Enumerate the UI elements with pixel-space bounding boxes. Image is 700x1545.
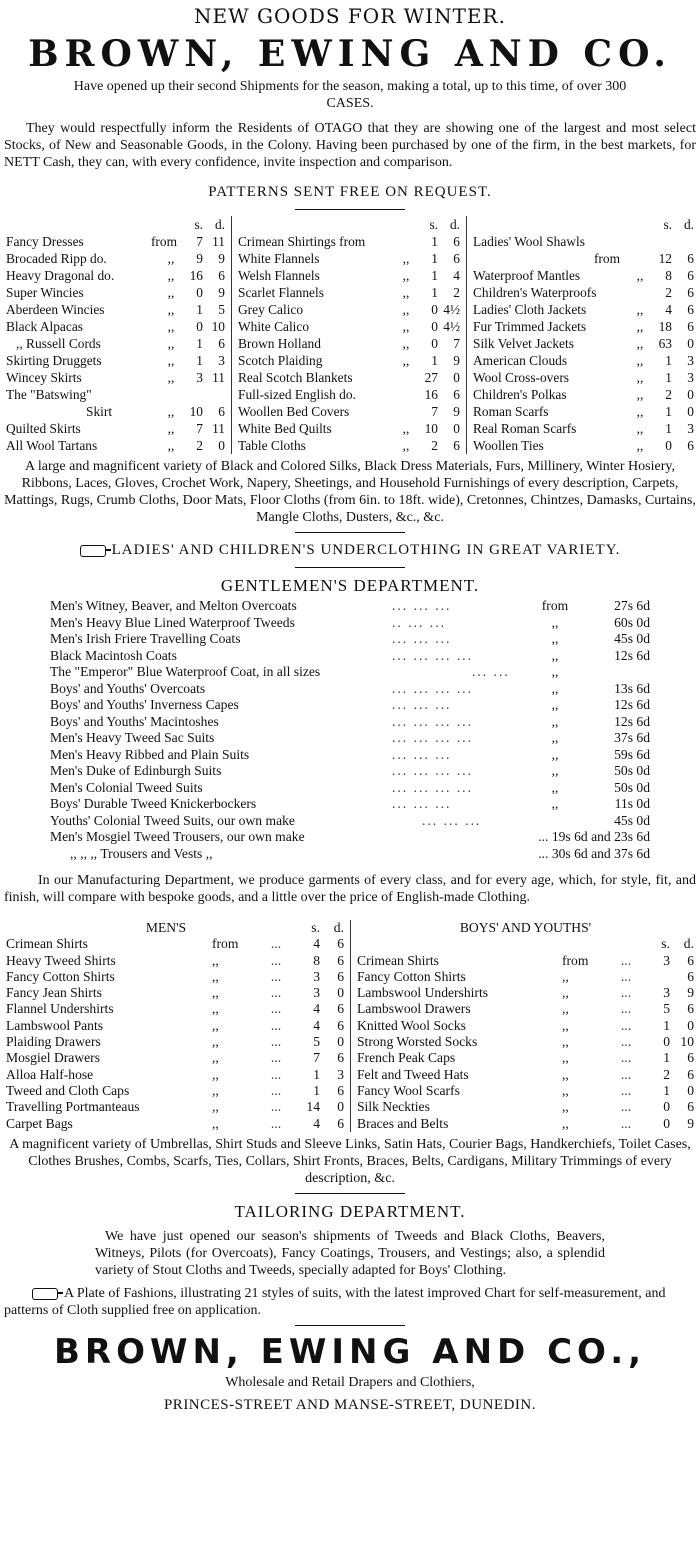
variety-paragraph-1: A large and magnificent variety of Black and Colored Silks, Black Dress Materials, Furs, Millinery, Winter Hosiery, Ribbons, Laces, Gloves, Crochet Work, Napery, Sheetings, and Household Furnishings of every description, Carpets, Mattings, Rugs, Crumb Cloths, Door Mats, Floor Cloths (from 6in. to 18ft. wide), Cretonnes, Chintzes, Damasks, Curtains, Mangle Cloths, Dusters, &c., &c. — [4, 459, 696, 525]
gents-row: Men's Heavy Tweed Sac Suits ... ... ... ... ,, 37s 6d — [50, 730, 650, 745]
price-row: Heavy Dragonal do. ,, 16 6 — [6, 268, 225, 283]
pointing-hand-icon — [80, 545, 106, 557]
price-row: Ladies' Cloth Jackets ,, 4 6 — [473, 302, 694, 317]
mens-row: Plaiding Drawers ,, ... 5 0 — [6, 1034, 344, 1050]
price-row: Brown Holland ,, 0 7 — [238, 336, 460, 351]
price-row: Full-sized English do. 16 6 — [238, 387, 460, 402]
price-row: Fancy Dresses from 7 11 — [6, 234, 225, 249]
price-row: from 12 6 — [593, 251, 694, 266]
variety-paragraph-2: A magnificent variety of Umbrellas, Shirt Studs and Sleeve Links, Satin Hats, Courier Bags, Handkerchiefs, Toilet Cases, Clothes Brushes, Combs, Scarfs, Ties, Collars, Shirt Fronts, Braces, Belts, Cardigans, Military Trimmings of every description, &c. — [9, 1136, 691, 1186]
footer-company-name: BROWN, EWING AND CO., — [53, 1331, 647, 1372]
gents-row: Men's Duke of Edinburgh Suits ... ... ... ... ,, 50s 0d — [50, 763, 650, 778]
price-row: Scarlet Flannels ,, 1 2 — [238, 285, 460, 300]
boys-row: Fancy Cotton Shirts ,, ... 6 — [357, 968, 694, 984]
mens-row: Crimean Shirts from ... 4 6 — [6, 936, 344, 952]
price-row: Wincey Skirts ,, 3 11 — [6, 370, 225, 385]
mens-row: Travelling Portmanteaus ,, ... 14 0 — [6, 1099, 344, 1115]
boys-row: Fancy Wool Scarfs ,, ... 1 0 — [357, 1082, 694, 1098]
pointing-hand-icon — [32, 1288, 58, 1300]
price-row: Aberdeen Wincies ,, 1 5 — [6, 302, 225, 317]
footer-address: PRINCES-STREET AND MANSE-STREET, DUNEDIN. — [163, 1396, 537, 1413]
tailoring-department-title: TAILORING DEPARTMENT. — [234, 1201, 466, 1221]
gents-row: Boys' and Youths' Macintoshes ... ... ... ... ,, 12s 6d — [50, 713, 650, 729]
price-row: Roman Scarfs ,, 1 0 — [473, 404, 694, 419]
gents-row: The "Emperor" Blue Waterproof Coat, in all sizes ... ... ,, — [50, 664, 559, 679]
price-column-1 — [0, 216, 231, 454]
price-row: Crimean Shirtings from 1 6 — [238, 234, 460, 249]
price-row: Brocaded Ripp do. ,, 9 9 — [6, 251, 225, 266]
mens-row: Alloa Half-hose ,, ... 1 3 — [6, 1066, 344, 1082]
shillings-header: s. — [194, 217, 203, 232]
mens-column: MEN'S s. d. Crimean Shirts from ... 4 6 Heavy Tweed Shirts ,, ... 8 6 Fancy Cotton Shirts ,, ... 3 6 Fancy Jean Shirts ,, ... 3 0 Flannel Undershirts ,, ... 4 6 Lambswool Pants ,, ... 4 6 Plaiding Drawers ,, ... 5 0 Mosgiel Drawers ,, ... 7 6 Alloa Half-hose ,, ... 1 3 Tweed and Cloth Caps ,, ... 1 6 Travelling Portmanteaus ,, ... 14 0 Carpet Bags ,, ... 4 6 — [6, 920, 344, 1131]
price-row: Welsh Flannels ,, 1 4 — [238, 268, 460, 283]
price-row: Children's Polkas ,, 2 0 — [473, 387, 694, 402]
tailoring-paragraph: We have just opened our season's shipments of Tweeds and Black Cloths, Beavers, Witneys, Pilots (for Overcoats), Fancy Coatings, Trousers, and Vestings; also, a splendid variety of Stout Cloths and Tweeds, specially adapted for Boys' Clothing. — [95, 1228, 605, 1278]
boys-row: Felt and Tweed Hats ,, ... 2 6 — [357, 1066, 694, 1082]
price-row: Black Alpacas ,, 0 10 — [6, 319, 225, 334]
boys-row: Crimean Shirts from ... 3 6 — [357, 952, 694, 968]
price-row: Quilted Skirts ,, 7 11 — [6, 421, 225, 436]
price-row: Real Roman Scarfs ,, 1 3 — [473, 421, 694, 436]
shipment-notice: Have opened up their second Shipments for the season, making a total, up to this time, of over 300 CASES. — [73, 79, 627, 111]
mens-row: Mosgiel Drawers ,, ... 7 6 — [6, 1050, 344, 1066]
price-row: Grey Calico ,, 0 4½ — [238, 302, 460, 317]
gents-row: Men's Colonial Tweed Suits ... ... ... ... ,, 50s 0d — [50, 779, 650, 795]
price-column-3: s. d. Ladies' Wool Shawls from 12 6 Waterproof Mantles ,, 8 6 Children's Waterproofs 2 6 Ladies' Cloth Jackets ,, 4 6 Fur Trimmed Jackets ,, 18 6 Silk Velvet Jackets ,, 63 0 American Clouds ,, 1 3 Wool Cross-overs ,, 1 3 Children's Polkas ,, 2 0 Roman Scarfs ,, 1 0 Real Roman Scarfs ,, 1 3 Woollen Ties ,, 0 6 — [466, 216, 700, 454]
boys-row: Silk Neckties ,, ... 0 6 — [357, 1099, 694, 1115]
gents-row: Men's Witney, Beaver, and Melton Overcoats ... ... ... from 27s 6d — [50, 598, 650, 613]
divider — [295, 1325, 405, 1326]
gents-row: Black Macintosh Coats ... ... ... ... ,, 12s 6d — [50, 647, 650, 663]
mens-row: Carpet Bags ,, ... 4 6 — [6, 1115, 344, 1131]
price-row: Skirt ,, 10 6 — [86, 404, 225, 419]
price-row: Ladies' Wool Shawls — [473, 234, 585, 249]
gents-row: Men's Heavy Ribbed and Plain Suits ... ... ... ,, 59s 6d — [50, 746, 650, 762]
gents-row: ,, ,, ,, Trousers and Vests ,, ... 30s 6d and 37s 6d — [70, 845, 650, 861]
mens-row: Heavy Tweed Shirts ,, ... 8 6 — [6, 952, 344, 968]
divider — [295, 567, 405, 568]
divider — [295, 1193, 405, 1194]
gents-row: Boys' and Youths' Inverness Capes ... ... ... ,, 12s 6d — [50, 697, 650, 712]
gentlemens-department-title: GENTLEMEN'S DEPARTMENT. — [220, 576, 480, 595]
pence-header: d. — [214, 217, 225, 232]
boys-row: Lambswool Undershirts ,, ... 3 9 — [357, 985, 694, 1001]
boys-row: French Peak Caps ,, ... 1 6 — [357, 1050, 694, 1066]
price-table-general — [0, 216, 700, 454]
manufacturing-paragraph: In our Manufacturing Department, we produce garments of every class, and for every age, which, for style, fit, and finish, will compare with bespoke goods, and a little over the price of English-made Clothing. — [4, 873, 696, 905]
price-row: White Bed Quilts ,, 10 0 — [238, 421, 460, 436]
price-row: Super Wincies ,, 0 9 — [6, 285, 225, 300]
gents-row: Boys' Durable Tweed Knickerbockers ... ... ... ,, 11s 0d — [50, 796, 650, 811]
price-row: The "Batswing" — [6, 387, 92, 402]
gents-row: Youths' Colonial Tweed Suits, our own make ... ... ... 45s 0d — [50, 812, 650, 828]
boys-column: BOYS' AND YOUTHS' s. d. Crimean Shirts from ... 3 6 Fancy Cotton Shirts ,, ... 6 Lambswool Undershirts ,, ... 3 9 Lambswool Drawers ,, ... 5 6 Knitted Wool Socks ,, ... 1 0 Strong Worsted Socks ,, ... 0 10 French Peak Caps ,, ... 1 6 Felt and Tweed Hats ,, ... 2 6 Fancy Wool Scarfs ,, ... 1 0 Silk Neckties ,, ... 0 6 Braces and Belts ,, ... 0 9 — [350, 920, 700, 1132]
price-row: Fur Trimmed Jackets ,, 18 6 — [473, 319, 694, 334]
price-row: Silk Velvet Jackets ,, 63 0 — [473, 336, 694, 351]
price-row: American Clouds ,, 1 3 — [473, 353, 694, 368]
price-row: White Calico ,, 0 4½ — [238, 319, 460, 334]
price-row: Wool Cross-overs ,, 1 3 — [473, 370, 694, 385]
divider — [295, 532, 405, 533]
price-row: ,, Russell Cords ,, 1 6 — [16, 336, 225, 351]
patterns-heading: PATTERNS SENT FREE ON REQUEST. — [208, 184, 492, 200]
mens-title: MEN'S — [145, 920, 187, 935]
gentlemens-price-list — [50, 598, 650, 862]
boys-row: Braces and Belts ,, ... 0 9 — [357, 1115, 694, 1131]
ad-title: NEW GOODS FOR WINTER. — [194, 4, 506, 28]
mens-row: Fancy Jean Shirts ,, ... 3 0 — [6, 985, 344, 1001]
mens-row: Tweed and Cloth Caps ,, ... 1 6 — [6, 1082, 344, 1098]
mens-row: Flannel Undershirts ,, ... 4 6 — [6, 1001, 344, 1017]
price-row: Real Scotch Blankets 27 0 — [238, 370, 460, 385]
mens-row: Lambswool Pants ,, ... 4 6 — [6, 1017, 344, 1033]
price-row: Waterproof Mantles ,, 8 6 — [473, 268, 694, 283]
boys-title: BOYS' AND YOUTHS' — [459, 920, 592, 935]
price-row: Skirting Druggets ,, 1 3 — [6, 353, 225, 368]
gents-row: Men's Mosgiel Tweed Trousers, our own make ... 19s 6d and 23s 6d — [50, 829, 650, 844]
price-row: All Wool Tartans ,, 2 0 — [6, 438, 225, 453]
footer-description: Wholesale and Retail Drapers and Clothiers, — [225, 1374, 475, 1390]
company-masthead: BROWN, EWING AND CO. — [28, 33, 672, 75]
boys-row: Knitted Wool Socks ,, ... 1 0 — [357, 1017, 694, 1033]
price-row: Table Cloths ,, 2 6 — [238, 438, 460, 453]
men-boys-price-table — [0, 920, 700, 1132]
gents-row: Men's Irish Friere Travelling Coats ... ... ... ,, 45s 0d — [50, 631, 650, 646]
boys-row: Strong Worsted Socks ,, ... 0 10 — [357, 1034, 694, 1050]
gents-row: Boys' and Youths' Overcoats ... ... ... ... ,, 13s 6d — [50, 680, 650, 696]
boys-row: Lambswool Drawers ,, ... 5 6 — [357, 1001, 694, 1017]
underclothing-heading: LADIES' AND CHILDREN'S UNDERCLOTHING IN GREAT VARIETY. — [0, 539, 700, 561]
price-row: Woollen Ties ,, 0 6 — [473, 438, 694, 453]
divider — [295, 209, 405, 210]
price-row: Children's Waterproofs 2 6 — [473, 285, 694, 300]
plate-of-fashions-paragraph: A Plate of Fashions, illustrating 21 styles of suits, with the latest improved Chart for self-measurement, and patterns of Cloth supplied free on application. — [4, 1285, 666, 1318]
price-row: White Flannels ,, 1 6 — [238, 251, 460, 266]
price-column-2: s. d. Crimean Shirtings from 1 6 White Flannels ,, 1 6 Welsh Flannels ,, 1 4 Scarlet Flannels ,, 1 2 Grey Calico ,, 0 4½ White Calico ,, 0 4½ Brown Holland ,, 0 7 Scotch Plaiding ,, 1 9 Real Scotch Blankets 27 0 Full-sized English do. 16 6 Woollen Bed Covers 7 9 White Bed Quilts ,, 10 0 Table Cloths ,, 2 6 — [231, 216, 466, 454]
intro-paragraph: They would respectfully inform the Residents of OTAGO that they are showing one of the largest and most select Stocks, of New and Seasonable Goods, in the Colony. Having been purchased by one of the firm, in the best markets, for NETT Cash, they can, with every confidence, invite inspection and comparison. — [4, 121, 696, 170]
price-row: Woollen Bed Covers 7 9 — [238, 404, 460, 419]
price-row: Scotch Plaiding ,, 1 9 — [238, 353, 460, 368]
mens-row: Fancy Cotton Shirts ,, ... 3 6 — [6, 968, 344, 984]
gents-row: Men's Heavy Blue Lined Waterproof Tweeds .. ... ... ,, 60s 0d — [50, 614, 650, 630]
